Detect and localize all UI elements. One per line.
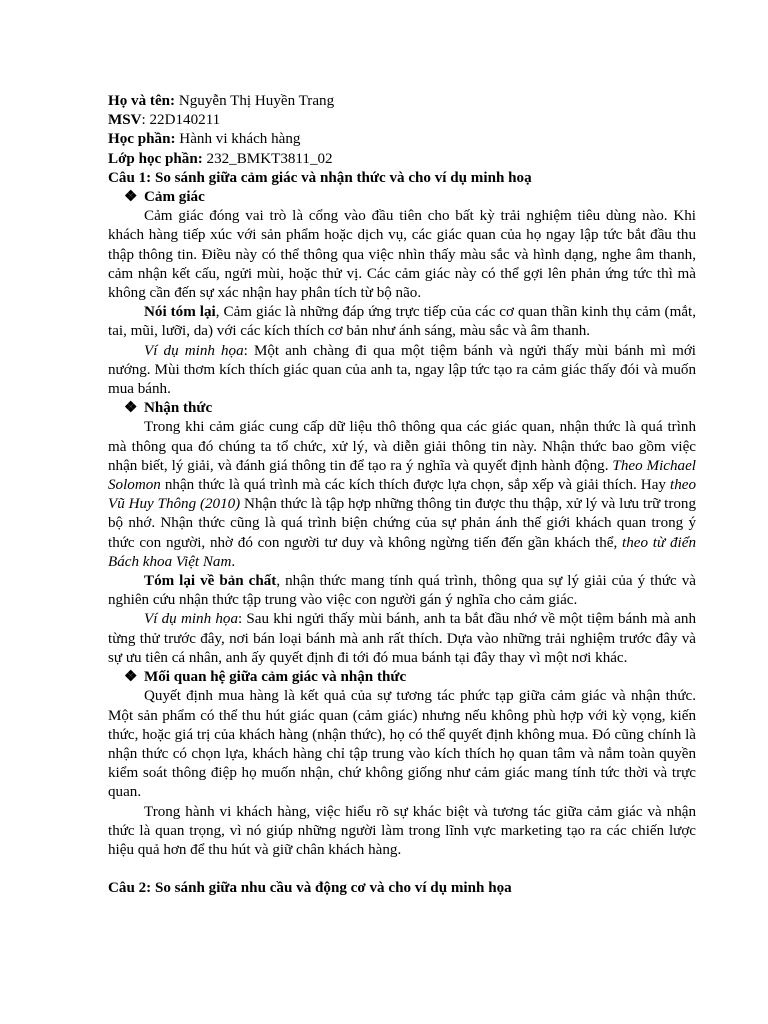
citation-solomon: Theo Michael Solomon xyxy=(108,457,696,494)
class-label: Lớp học phần: xyxy=(108,150,203,167)
section-sensation-title: Cảm giác xyxy=(144,189,205,206)
name-label: Họ và tên: xyxy=(108,93,176,109)
msv-label: MSV xyxy=(108,112,142,129)
perception-text-a: Trong khi cảm giác cung cấp dữ liệu thô thông qua các giác quan, nhận thức là quá trình mà thông qua đó chúng ta tổ chức, xử lý, và diễn giải thông tin này. Nhận thức bao gồm việc nhận biết, lý giải, và đánh giá thông tin để tạo ra ý nghĩa và quyết định hành động. xyxy=(108,419,696,474)
sensation-summary-paragraph xyxy=(108,303,696,341)
diamond-bullet-icon: ❖ xyxy=(124,400,138,417)
relationship-paragraph-1: Quyết định mua hàng là kết quả của sự tương tác phức tạp giữa cảm giác và nhận thức. Một sản phẩm có thể thu hút giác quan (cảm giác) nhưng nếu không phù hợp với kỳ vọng, kiến thức, hoặc giá trị của khách hàng (nhận thức), họ có thể quyết định không mua. Đó cũng chính là nhận thức có chọn lựa, khách hàng chỉ tập trung vào kích thích họ quan tâm và nắm toàn quyền kiểm soát thông điệp họ muốn nhận, chứ không giống như cảm giác mang tính tức thời và trực quan. xyxy=(108,688,696,801)
question-1-title: Câu 1: So sánh giữa cảm giác và nhận thức và cho ví dụ minh hoạ xyxy=(108,169,532,186)
example-text: : Sau khi ngửi thấy mùi bánh, anh ta bắt đầu nhớ về một tiệm bánh mà anh từng thử trước đây, nơi bán loại bánh mà anh rất thích. Dựa vào những trải nghiệm trước đây và sự ưu tiên cá nhân, anh ấy quyết định đi tới đó mua bánh tại đây thay vì một nơi khác. xyxy=(108,611,696,666)
example-text: : Một anh chàng đi qua một tiệm bánh và ngửi thấy mùi bánh mì mới nướng. Mùi thơm kích thích giác quan của anh ta, ngay lập tức tạo ra cảm giác thấy đói và muốn mua bánh. xyxy=(108,342,696,398)
class-value: 232_BMKT3811_02 xyxy=(202,150,333,167)
citation-vu-huy-thong: theo Vũ Huy Thông (2010) xyxy=(108,477,696,513)
perception-example-paragraph xyxy=(108,610,696,668)
perception-summary-paragraph xyxy=(108,572,696,610)
example-label: Ví dụ minh họa xyxy=(144,611,238,628)
summary-text: , nhận thức mang tính quá trình, thông qua sự lý giải của ý thức và nghiên cứu nhận thức tập trung vào việc con người gán ý nghĩa cho cảm giác. xyxy=(108,573,696,609)
msv-value: : 22D140211 xyxy=(141,112,221,129)
summary-label: Nói tóm lại xyxy=(144,304,216,321)
course-label: Học phần: xyxy=(108,131,176,148)
document-body xyxy=(108,92,696,898)
sensation-example-paragraph xyxy=(108,342,696,400)
name-value: Nguyễn Thị Huyền Trang xyxy=(175,93,335,109)
summary-label: Tóm lại về bản chất xyxy=(144,573,277,590)
student-name-line xyxy=(108,92,696,111)
section-relationship-heading xyxy=(108,668,696,687)
sensation-paragraph-1: Cảm giác đóng vai trò là cổng vào đầu tiên cho bất kỳ trải nghiệm tiêu dùng nào. Khi khách hàng tiếp xúc với sản phẩm hoặc dịch vụ, các giác quan của họ ngay lập tức bắt đầu thu thập thông tin. Điều này có thể thông qua việc nhìn thấy màu sắc và hình dạng, nghe âm thanh, cảm nhận kết cấu, ngửi mùi, hoặc thử vị. Các cảm giác này có thể gợi lên phản ứng tức thì mà không cần đến sự xác nhận hay phân tích từ bộ não. xyxy=(108,208,696,302)
blank-line xyxy=(108,860,696,879)
diamond-bullet-icon: ❖ xyxy=(124,669,138,686)
section-perception-heading xyxy=(108,399,696,418)
perception-text-b: nhận thức là quá trình mà các kích thích được lựa chọn, sắp xếp và giải thích. Hay xyxy=(160,477,670,494)
class-line xyxy=(108,150,696,169)
course-value: Hành vi khách hàng xyxy=(175,131,301,148)
question-2-title: Câu 2: So sánh giữa nhu cầu và động cơ và cho ví dụ minh họa xyxy=(108,880,512,897)
section-relationship-title: Mối quan hệ giữa cảm giác và nhận thức xyxy=(144,669,407,686)
course-line xyxy=(108,130,696,149)
diamond-bullet-icon: ❖ xyxy=(124,189,138,206)
summary-text: , Cảm giác là những đáp ứng trực tiếp của các cơ quan thần kinh thụ cảm (mắt, tai, mũi, lưỡi, da) với các kích thích cơ bản như ánh sáng, màu sắc và âm thanh. xyxy=(108,304,696,340)
student-id-line xyxy=(108,111,696,130)
relationship-paragraph-2: Trong hành vi khách hàng, việc hiểu rõ sự khác biệt và tương tác giữa cảm giác và nhận thức là quan trọng, vì nó giúp những người làm trong lĩnh vực marketing tạo ra các chiến lược hiệu quả hơn để thu hút và giữ chân khách hàng. xyxy=(108,803,696,858)
perception-paragraph-1 xyxy=(108,418,696,572)
section-sensation-heading xyxy=(108,188,696,207)
example-label: Ví dụ minh họa xyxy=(144,342,244,359)
perception-text-d: . xyxy=(231,553,236,570)
citation-encyclopedia: theo từ điển Bách khoa Việt Nam xyxy=(108,534,696,570)
perception-text-c: Nhận thức là tập hợp những thông tin được thu thập, xử lý và lưu trữ trong bộ nhớ. Nhận thức cũng là quá trình biện chứng của sự phản ánh thế giới khách quan trong ý thức con người, nhờ đó con người tư duy và không ngừng tiến đến gần khách thể, xyxy=(108,496,697,551)
section-perception-title: Nhận thức xyxy=(144,400,213,417)
